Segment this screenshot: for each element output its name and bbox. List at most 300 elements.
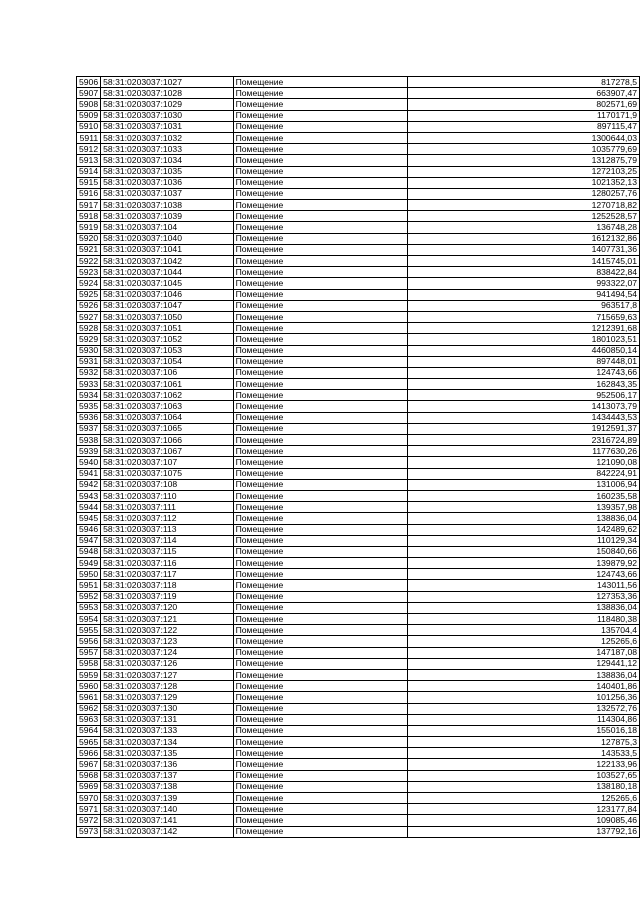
cadastral-number-cell: 58:31:0203037:121: [101, 614, 233, 625]
cadastral-value-cell: 1212391,68: [407, 323, 639, 334]
object-type-cell: Помещение: [233, 502, 407, 513]
table-row: [77, 625, 640, 636]
cadastral-value-cell: 129441,12: [407, 658, 639, 669]
cadastral-value-cell: 110129,34: [407, 535, 639, 546]
cadastral-number-cell: 58:31:0203037:126: [101, 658, 233, 669]
cadastral-number-cell: 58:31:0203037:1050: [101, 311, 233, 322]
cadastral-value-cell: 663907,47: [407, 88, 639, 99]
cadastral-number-cell: 58:31:0203037:1041: [101, 244, 233, 255]
object-type-cell: Помещение: [233, 781, 407, 792]
cadastral-number-cell: 58:31:0203037:1075: [101, 468, 233, 479]
object-type-cell: Помещение: [233, 625, 407, 636]
row-number-cell: 5960: [77, 681, 101, 692]
object-type-cell: Помещение: [233, 267, 407, 278]
cadastral-value-cell: 817278,5: [407, 77, 639, 88]
object-type-cell: Помещение: [233, 256, 407, 267]
row-number-cell: 5913: [77, 155, 101, 166]
table-row: [77, 479, 640, 490]
table-row: [77, 748, 640, 759]
object-type-cell: Помещение: [233, 367, 407, 378]
object-type-cell: Помещение: [233, 647, 407, 658]
cadastral-number-cell: 58:31:0203037:107: [101, 457, 233, 468]
cadastral-value-cell: 135704,4: [407, 625, 639, 636]
cadastral-value-cell: 1280257,76: [407, 188, 639, 199]
cadastral-value-cell: 124743,66: [407, 367, 639, 378]
row-number-cell: 5938: [77, 435, 101, 446]
cadastral-value-cell: 1021352,13: [407, 177, 639, 188]
table-row: [77, 144, 640, 155]
cadastral-number-cell: 58:31:0203037:136: [101, 759, 233, 770]
cadastral-value-cell: 1177630,26: [407, 446, 639, 457]
row-number-cell: 5909: [77, 110, 101, 121]
table-row: [77, 580, 640, 591]
cadastral-value-cell: 715659,63: [407, 311, 639, 322]
cadastral-value-cell: 802571,69: [407, 99, 639, 110]
object-type-cell: Помещение: [233, 725, 407, 736]
cadastral-number-cell: 58:31:0203037:137: [101, 770, 233, 781]
object-type-cell: Помещение: [233, 144, 407, 155]
object-type-cell: Помещение: [233, 177, 407, 188]
cadastral-number-cell: 58:31:0203037:1028: [101, 88, 233, 99]
table-row: [77, 412, 640, 423]
table-row: [77, 681, 640, 692]
cadastral-number-cell: 58:31:0203037:115: [101, 546, 233, 557]
cadastral-value-cell: 160235,58: [407, 490, 639, 501]
table-row: [77, 132, 640, 143]
table-row: [77, 278, 640, 289]
object-type-cell: Помещение: [233, 569, 407, 580]
table-row: [77, 714, 640, 725]
row-number-cell: 5937: [77, 423, 101, 434]
object-type-cell: Помещение: [233, 435, 407, 446]
object-type-cell: Помещение: [233, 244, 407, 255]
row-number-cell: 5911: [77, 132, 101, 143]
row-number-cell: 5941: [77, 468, 101, 479]
row-number-cell: 5932: [77, 367, 101, 378]
table-row: [77, 658, 640, 669]
object-type-cell: Помещение: [233, 334, 407, 345]
cadastral-value-cell: 127875,3: [407, 737, 639, 748]
cadastral-value-cell: 1407731,36: [407, 244, 639, 255]
cadastral-number-cell: 58:31:0203037:1064: [101, 412, 233, 423]
cadastral-number-cell: 58:31:0203037:133: [101, 725, 233, 736]
cadastral-value-cell: 2316724,89: [407, 435, 639, 446]
row-number-cell: 5963: [77, 714, 101, 725]
object-type-cell: Помещение: [233, 681, 407, 692]
cadastral-number-cell: 58:31:0203037:1035: [101, 166, 233, 177]
row-number-cell: 5961: [77, 692, 101, 703]
cadastral-value-cell: 842224,91: [407, 468, 639, 479]
object-type-cell: Помещение: [233, 748, 407, 759]
row-number-cell: 5928: [77, 323, 101, 334]
table-row: [77, 669, 640, 680]
cadastral-value-cell: 1312875,79: [407, 155, 639, 166]
table-row: [77, 423, 640, 434]
object-type-cell: Помещение: [233, 468, 407, 479]
table-row: [77, 804, 640, 815]
row-number-cell: 5921: [77, 244, 101, 255]
cadastral-value-cell: 125265,6: [407, 636, 639, 647]
table-row: [77, 636, 640, 647]
table-row: [77, 200, 640, 211]
cadastral-value-cell: 137792,16: [407, 826, 639, 837]
cadastral-number-cell: 58:31:0203037:111: [101, 502, 233, 513]
row-number-cell: 5944: [77, 502, 101, 513]
cadastral-value-cell: 118480,38: [407, 614, 639, 625]
row-number-cell: 5922: [77, 256, 101, 267]
row-number-cell: 5973: [77, 826, 101, 837]
cadastral-value-cell: 1270718,82: [407, 200, 639, 211]
cadastral-number-cell: 58:31:0203037:139: [101, 793, 233, 804]
cadastral-value-cell: 131006,94: [407, 479, 639, 490]
object-type-cell: Помещение: [233, 188, 407, 199]
table-row: [77, 468, 640, 479]
property-table: [76, 76, 640, 838]
object-type-cell: Помещение: [233, 200, 407, 211]
cadastral-value-cell: 132572,76: [407, 703, 639, 714]
object-type-cell: Помещение: [233, 300, 407, 311]
cadastral-number-cell: 58:31:0203037:1036: [101, 177, 233, 188]
table-row: [77, 110, 640, 121]
cadastral-number-cell: 58:31:0203037:140: [101, 804, 233, 815]
cadastral-number-cell: 58:31:0203037:1053: [101, 345, 233, 356]
object-type-cell: Помещение: [233, 446, 407, 457]
cadastral-value-cell: 162843,35: [407, 379, 639, 390]
cadastral-value-cell: 138836,04: [407, 513, 639, 524]
cadastral-value-cell: 897115,47: [407, 121, 639, 132]
cadastral-number-cell: 58:31:0203037:106: [101, 367, 233, 378]
cadastral-number-cell: 58:31:0203037:1029: [101, 99, 233, 110]
table-row: [77, 256, 640, 267]
cadastral-value-cell: 143011,56: [407, 580, 639, 591]
cadastral-number-cell: 58:31:0203037:120: [101, 602, 233, 613]
table-row: [77, 446, 640, 457]
table-row: [77, 323, 640, 334]
cadastral-value-cell: 140401,86: [407, 681, 639, 692]
property-table-body: [77, 77, 640, 838]
table-row: [77, 311, 640, 322]
cadastral-value-cell: 952506,17: [407, 390, 639, 401]
row-number-cell: 5924: [77, 278, 101, 289]
row-number-cell: 5943: [77, 490, 101, 501]
table-row: [77, 77, 640, 88]
cadastral-number-cell: 58:31:0203037:116: [101, 558, 233, 569]
cadastral-value-cell: 155016,18: [407, 725, 639, 736]
object-type-cell: Помещение: [233, 390, 407, 401]
row-number-cell: 5954: [77, 614, 101, 625]
cadastral-value-cell: 941494,54: [407, 289, 639, 300]
cadastral-value-cell: 125265,6: [407, 793, 639, 804]
cadastral-value-cell: 897448,01: [407, 356, 639, 367]
row-number-cell: 5915: [77, 177, 101, 188]
cadastral-value-cell: 142489,62: [407, 524, 639, 535]
cadastral-value-cell: 114304,86: [407, 714, 639, 725]
row-number-cell: 5956: [77, 636, 101, 647]
table-row: [77, 793, 640, 804]
cadastral-number-cell: 58:31:0203037:1037: [101, 188, 233, 199]
table-row: [77, 334, 640, 345]
table-row: [77, 513, 640, 524]
cadastral-number-cell: 58:31:0203037:135: [101, 748, 233, 759]
object-type-cell: Помещение: [233, 714, 407, 725]
object-type-cell: Помещение: [233, 278, 407, 289]
cadastral-number-cell: 58:31:0203037:1038: [101, 200, 233, 211]
row-number-cell: 5951: [77, 580, 101, 591]
table-row: [77, 558, 640, 569]
cadastral-number-cell: 58:31:0203037:114: [101, 535, 233, 546]
object-type-cell: Помещение: [233, 826, 407, 837]
row-number-cell: 5972: [77, 815, 101, 826]
cadastral-number-cell: 58:31:0203037:108: [101, 479, 233, 490]
row-number-cell: 5962: [77, 703, 101, 714]
cadastral-value-cell: 1434443,53: [407, 412, 639, 423]
table-row: [77, 647, 640, 658]
row-number-cell: 5939: [77, 446, 101, 457]
row-number-cell: 5918: [77, 211, 101, 222]
object-type-cell: Помещение: [233, 524, 407, 535]
object-type-cell: Помещение: [233, 658, 407, 669]
row-number-cell: 5967: [77, 759, 101, 770]
table-row: [77, 188, 640, 199]
row-number-cell: 5925: [77, 289, 101, 300]
object-type-cell: Помещение: [233, 222, 407, 233]
cadastral-number-cell: 58:31:0203037:128: [101, 681, 233, 692]
row-number-cell: 5912: [77, 144, 101, 155]
cadastral-number-cell: 58:31:0203037:1030: [101, 110, 233, 121]
table-row: [77, 166, 640, 177]
row-number-cell: 5914: [77, 166, 101, 177]
row-number-cell: 5908: [77, 99, 101, 110]
row-number-cell: 5931: [77, 356, 101, 367]
table-row: [77, 781, 640, 792]
object-type-cell: Помещение: [233, 401, 407, 412]
row-number-cell: 5955: [77, 625, 101, 636]
object-type-cell: Помещение: [233, 669, 407, 680]
cadastral-number-cell: 58:31:0203037:1033: [101, 144, 233, 155]
cadastral-number-cell: 58:31:0203037:104: [101, 222, 233, 233]
cadastral-number-cell: 58:31:0203037:1042: [101, 256, 233, 267]
table-row: [77, 211, 640, 222]
table-row: [77, 490, 640, 501]
row-number-cell: 5936: [77, 412, 101, 423]
cadastral-value-cell: 121090,08: [407, 457, 639, 468]
row-number-cell: 5949: [77, 558, 101, 569]
row-number-cell: 5934: [77, 390, 101, 401]
cadastral-value-cell: 139357,98: [407, 502, 639, 513]
object-type-cell: Помещение: [233, 166, 407, 177]
cadastral-value-cell: 1170171,9: [407, 110, 639, 121]
object-type-cell: Помещение: [233, 815, 407, 826]
object-type-cell: Помещение: [233, 289, 407, 300]
object-type-cell: Помещение: [233, 457, 407, 468]
cadastral-number-cell: 58:31:0203037:130: [101, 703, 233, 714]
table-row: [77, 177, 640, 188]
table-row: [77, 401, 640, 412]
table-row: [77, 289, 640, 300]
row-number-cell: 5959: [77, 669, 101, 680]
cadastral-number-cell: 58:31:0203037:117: [101, 569, 233, 580]
cadastral-value-cell: 1252528,57: [407, 211, 639, 222]
object-type-cell: Помещение: [233, 311, 407, 322]
cadastral-value-cell: 122133,96: [407, 759, 639, 770]
row-number-cell: 5906: [77, 77, 101, 88]
row-number-cell: 5969: [77, 781, 101, 792]
row-number-cell: 5942: [77, 479, 101, 490]
cadastral-number-cell: 58:31:0203037:1052: [101, 334, 233, 345]
table-row: [77, 725, 640, 736]
table-row: [77, 88, 640, 99]
cadastral-number-cell: 58:31:0203037:123: [101, 636, 233, 647]
cadastral-value-cell: 1801023,51: [407, 334, 639, 345]
table-row: [77, 457, 640, 468]
cadastral-number-cell: 58:31:0203037:129: [101, 692, 233, 703]
cadastral-value-cell: 150840,66: [407, 546, 639, 557]
object-type-cell: Помещение: [233, 356, 407, 367]
table-row: [77, 524, 640, 535]
cadastral-number-cell: 58:31:0203037:112: [101, 513, 233, 524]
object-type-cell: Помещение: [233, 546, 407, 557]
row-number-cell: 5933: [77, 379, 101, 390]
object-type-cell: Помещение: [233, 737, 407, 748]
table-row: [77, 759, 640, 770]
row-number-cell: 5958: [77, 658, 101, 669]
cadastral-number-cell: 58:31:0203037:1046: [101, 289, 233, 300]
cadastral-number-cell: 58:31:0203037:1065: [101, 423, 233, 434]
cadastral-number-cell: 58:31:0203037:1039: [101, 211, 233, 222]
row-number-cell: 5950: [77, 569, 101, 580]
table-row: [77, 379, 640, 390]
cadastral-number-cell: 58:31:0203037:1047: [101, 300, 233, 311]
cadastral-value-cell: 1300644,03: [407, 132, 639, 143]
cadastral-number-cell: 58:31:0203037:1031: [101, 121, 233, 132]
table-row: [77, 233, 640, 244]
cadastral-value-cell: 147187,08: [407, 647, 639, 658]
table-row: [77, 826, 640, 837]
cadastral-value-cell: 127353,36: [407, 591, 639, 602]
cadastral-number-cell: 58:31:0203037:1051: [101, 323, 233, 334]
object-type-cell: Помещение: [233, 121, 407, 132]
cadastral-number-cell: 58:31:0203037:1040: [101, 233, 233, 244]
row-number-cell: 5952: [77, 591, 101, 602]
row-number-cell: 5968: [77, 770, 101, 781]
cadastral-number-cell: 58:31:0203037:110: [101, 490, 233, 501]
cadastral-number-cell: 58:31:0203037:141: [101, 815, 233, 826]
cadastral-number-cell: 58:31:0203037:113: [101, 524, 233, 535]
object-type-cell: Помещение: [233, 602, 407, 613]
cadastral-number-cell: 58:31:0203037:119: [101, 591, 233, 602]
cadastral-value-cell: 138180,18: [407, 781, 639, 792]
object-type-cell: Помещение: [233, 558, 407, 569]
row-number-cell: 5940: [77, 457, 101, 468]
table-row: [77, 602, 640, 613]
row-number-cell: 5946: [77, 524, 101, 535]
row-number-cell: 5926: [77, 300, 101, 311]
row-number-cell: 5917: [77, 200, 101, 211]
row-number-cell: 5966: [77, 748, 101, 759]
object-type-cell: Помещение: [233, 479, 407, 490]
cadastral-number-cell: 58:31:0203037:1066: [101, 435, 233, 446]
object-type-cell: Помещение: [233, 412, 407, 423]
object-type-cell: Помещение: [233, 692, 407, 703]
object-type-cell: Помещение: [233, 379, 407, 390]
row-number-cell: 5971: [77, 804, 101, 815]
table-row: [77, 99, 640, 110]
object-type-cell: Помещение: [233, 793, 407, 804]
row-number-cell: 5916: [77, 188, 101, 199]
table-row: [77, 121, 640, 132]
cadastral-value-cell: 123177,84: [407, 804, 639, 815]
object-type-cell: Помещение: [233, 211, 407, 222]
table-row: [77, 345, 640, 356]
object-type-cell: Помещение: [233, 513, 407, 524]
object-type-cell: Помещение: [233, 535, 407, 546]
cadastral-number-cell: 58:31:0203037:138: [101, 781, 233, 792]
object-type-cell: Помещение: [233, 345, 407, 356]
row-number-cell: 5957: [77, 647, 101, 658]
table-row: [77, 614, 640, 625]
cadastral-number-cell: 58:31:0203037:124: [101, 647, 233, 658]
table-row: [77, 300, 640, 311]
row-number-cell: 5965: [77, 737, 101, 748]
table-row: [77, 367, 640, 378]
object-type-cell: Помещение: [233, 77, 407, 88]
object-type-cell: Помещение: [233, 759, 407, 770]
cadastral-number-cell: 58:31:0203037:1032: [101, 132, 233, 143]
row-number-cell: 5929: [77, 334, 101, 345]
row-number-cell: 5927: [77, 311, 101, 322]
object-type-cell: Помещение: [233, 580, 407, 591]
table-row: [77, 737, 640, 748]
cadastral-number-cell: 58:31:0203037:127: [101, 669, 233, 680]
cadastral-value-cell: 109085,46: [407, 815, 639, 826]
cadastral-value-cell: 138836,04: [407, 669, 639, 680]
cadastral-number-cell: 58:31:0203037:1027: [101, 77, 233, 88]
row-number-cell: 5907: [77, 88, 101, 99]
cadastral-number-cell: 58:31:0203037:131: [101, 714, 233, 725]
row-number-cell: 5919: [77, 222, 101, 233]
cadastral-value-cell: 993322,07: [407, 278, 639, 289]
cadastral-value-cell: 143533,5: [407, 748, 639, 759]
cadastral-value-cell: 963517,8: [407, 300, 639, 311]
cadastral-number-cell: 58:31:0203037:1062: [101, 390, 233, 401]
cadastral-value-cell: 139879,92: [407, 558, 639, 569]
object-type-cell: Помещение: [233, 99, 407, 110]
table-row: [77, 222, 640, 233]
table-row: [77, 535, 640, 546]
cadastral-value-cell: 138836,04: [407, 602, 639, 613]
row-number-cell: 5953: [77, 602, 101, 613]
cadastral-number-cell: 58:31:0203037:1061: [101, 379, 233, 390]
object-type-cell: Помещение: [233, 490, 407, 501]
row-number-cell: 5947: [77, 535, 101, 546]
row-number-cell: 5945: [77, 513, 101, 524]
cadastral-value-cell: 1912591,37: [407, 423, 639, 434]
table-row: [77, 155, 640, 166]
row-number-cell: 5920: [77, 233, 101, 244]
object-type-cell: Помещение: [233, 804, 407, 815]
table-row: [77, 244, 640, 255]
object-type-cell: Помещение: [233, 323, 407, 334]
cadastral-value-cell: 124743,66: [407, 569, 639, 580]
table-row: [77, 390, 640, 401]
cadastral-number-cell: 58:31:0203037:1034: [101, 155, 233, 166]
object-type-cell: Помещение: [233, 423, 407, 434]
row-number-cell: 5970: [77, 793, 101, 804]
row-number-cell: 5923: [77, 267, 101, 278]
object-type-cell: Помещение: [233, 233, 407, 244]
cadastral-number-cell: 58:31:0203037:118: [101, 580, 233, 591]
table-row: [77, 502, 640, 513]
